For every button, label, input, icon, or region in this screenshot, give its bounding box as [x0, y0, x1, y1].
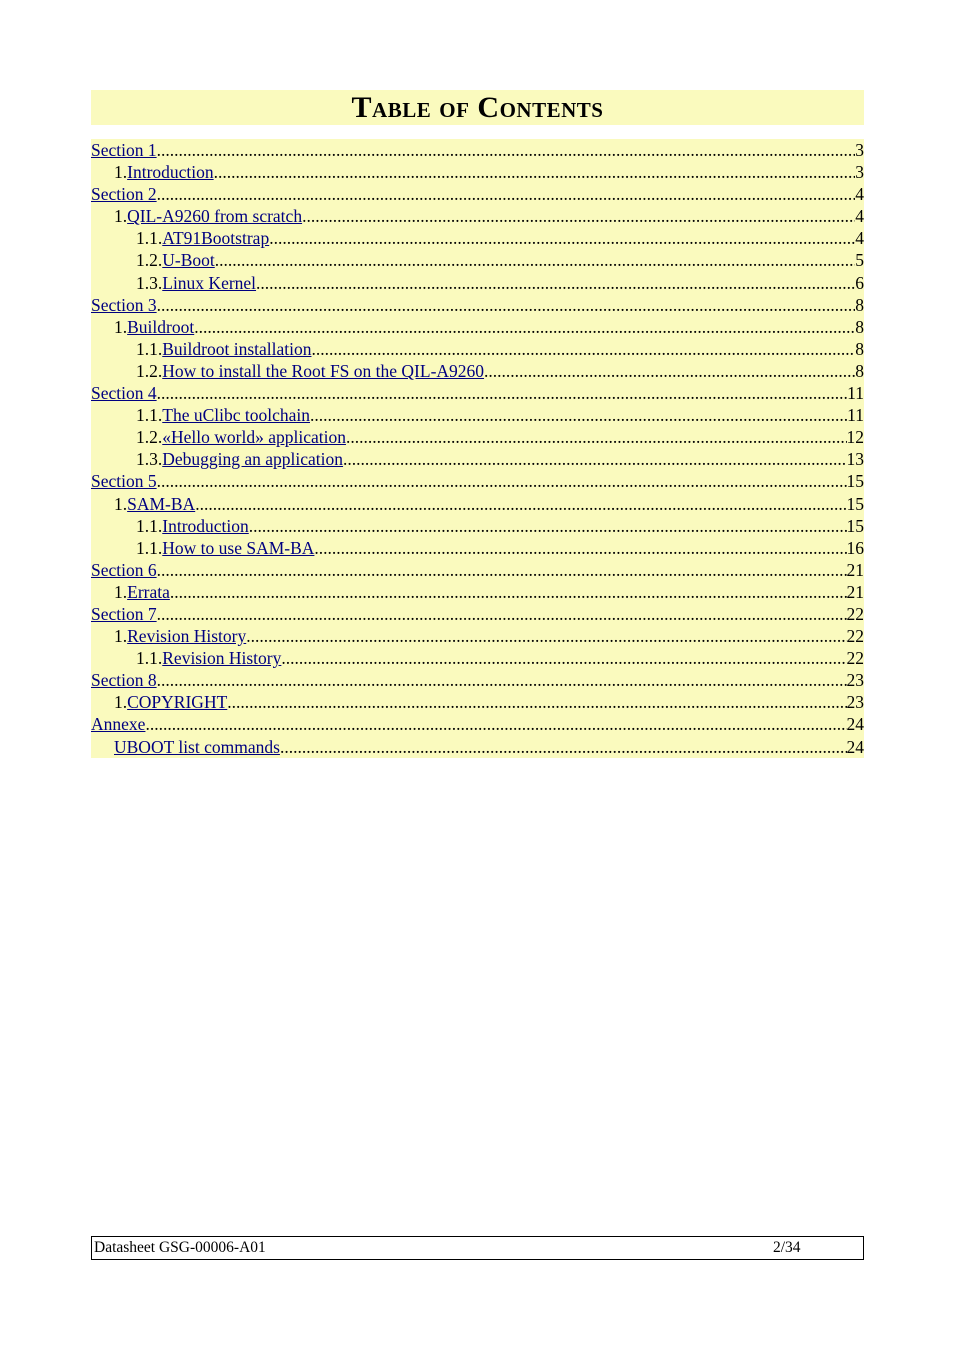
toc-page-number: 4	[855, 228, 864, 249]
toc-dot-leader	[246, 625, 846, 647]
toc-page-number: 8	[855, 294, 864, 315]
toc-entry-link[interactable]: Section 8	[91, 670, 157, 691]
toc-dot-leader	[484, 360, 855, 382]
toc-entry-link[interactable]: U-Boot	[162, 250, 215, 271]
toc-page-number: 23	[846, 670, 864, 691]
toc-dot-leader	[256, 272, 855, 294]
toc-page-number: 13	[846, 449, 864, 470]
toc-page-number: 16	[846, 537, 864, 558]
toc-entry-number: 1.3.	[136, 449, 163, 470]
toc-page-number: 24	[846, 736, 864, 757]
toc-dot-leader	[157, 470, 847, 492]
toc-entry-link[interactable]: Introduction	[127, 162, 214, 183]
toc-entry	[91, 426, 864, 448]
toc-entry-link[interactable]: QIL-A9260 from scratch	[127, 206, 303, 227]
toc-page-number: 21	[846, 559, 864, 580]
toc-dot-leader	[157, 669, 847, 691]
toc-entry-link[interactable]: Buildroot	[127, 316, 195, 337]
toc-entry	[91, 272, 864, 294]
toc-entry	[91, 713, 864, 735]
footer-document-id: Datasheet GSG-00006-A01	[94, 1239, 266, 1256]
toc-entry	[91, 360, 864, 382]
toc-entry-number: 1.2.	[136, 427, 163, 448]
toc-page-number: 12	[846, 427, 864, 448]
toc-page-number: 21	[846, 581, 864, 602]
toc-dot-leader	[157, 139, 856, 161]
toc-dot-leader	[145, 713, 846, 735]
toc-entry-link[interactable]: Introduction	[162, 515, 249, 536]
toc-dot-leader	[346, 426, 847, 448]
toc-page-number: 6	[855, 272, 864, 293]
toc-entry	[91, 183, 864, 205]
toc-page-number: 11	[847, 383, 864, 404]
toc-entry-link[interactable]: «Hello world» application	[162, 427, 346, 448]
toc-entry-number: 1.2.	[136, 360, 163, 381]
toc-dot-leader	[170, 581, 847, 603]
toc-entry	[91, 448, 864, 470]
toc-entry-number: 1.3.	[136, 272, 163, 293]
toc-entry-link[interactable]: Section 6	[91, 559, 157, 580]
toc-page-number: 3	[855, 162, 864, 183]
toc-entry	[91, 603, 864, 625]
toc-entry	[91, 294, 864, 316]
toc-entry	[91, 537, 864, 559]
toc-entry-link[interactable]: COPYRIGHT	[127, 692, 228, 713]
toc-dot-leader	[280, 736, 847, 758]
toc-entry-link[interactable]: How to install the Root FS on the QIL-A9260	[162, 360, 485, 381]
toc-entry-link[interactable]: Section 1	[91, 140, 157, 160]
toc-page-number: 8	[855, 360, 864, 381]
toc-entry-number: 1.	[114, 162, 128, 183]
toc-dot-leader	[215, 249, 856, 271]
toc-entry-number: 1.1.	[136, 405, 163, 426]
toc-entry	[91, 139, 864, 161]
toc-page-number: 8	[855, 338, 864, 359]
toc-entry-number: 1.	[114, 316, 128, 337]
toc-dot-leader	[227, 691, 846, 713]
toc-entry	[91, 625, 864, 647]
toc-dot-leader	[157, 559, 847, 581]
toc-dot-leader	[302, 205, 855, 227]
toc-entry-link[interactable]: Buildroot installation	[162, 338, 312, 359]
toc-dot-leader	[214, 161, 856, 183]
toc-entry-number: 1.	[114, 493, 128, 514]
toc-page-number: 3	[855, 140, 864, 160]
toc-entry-number: 1.	[114, 626, 128, 647]
page-title: Table of Contents	[351, 91, 604, 124]
toc-entry-number: 1.1.	[136, 515, 163, 536]
toc-dot-leader	[269, 227, 855, 249]
toc-page-number: 24	[846, 714, 864, 735]
toc-entry	[91, 669, 864, 691]
toc-page-number: 8	[855, 316, 864, 337]
toc-dot-leader	[310, 404, 847, 426]
toc-dot-leader	[157, 183, 856, 205]
toc-entry-link[interactable]: Debugging an application	[162, 449, 344, 470]
toc-entry-link[interactable]: AT91Bootstrap	[162, 228, 270, 249]
toc-entry-link[interactable]: The uClibc toolchain	[162, 405, 310, 426]
toc-page-number: 22	[846, 648, 864, 669]
toc-entry	[91, 493, 864, 515]
toc-entry-number: 1.1.	[136, 537, 163, 558]
toc-dot-leader	[157, 294, 856, 316]
toc-entry	[91, 647, 864, 669]
toc-entry-number: 1.1.	[136, 648, 163, 669]
toc-page-number: 4	[855, 184, 864, 205]
toc-entry-number: 1.	[114, 581, 128, 602]
toc-dot-leader	[281, 647, 846, 669]
toc-dot-leader	[194, 316, 855, 338]
toc-entry	[91, 736, 864, 758]
toc-page-number: 15	[846, 515, 864, 536]
table-of-contents	[91, 139, 864, 758]
toc-entry	[91, 559, 864, 581]
toc-entry	[91, 404, 864, 426]
toc-entry	[91, 338, 864, 360]
toc-dot-leader	[195, 493, 846, 515]
toc-title-banner	[91, 90, 864, 125]
toc-page-number: 15	[846, 471, 864, 492]
toc-page-number: 23	[846, 692, 864, 713]
footer-page-number: 2/34	[773, 1239, 801, 1256]
toc-dot-leader	[311, 338, 855, 360]
toc-entry-link[interactable]: Section 2	[91, 184, 157, 205]
toc-entry-number: 1.2.	[136, 250, 163, 271]
toc-entry	[91, 316, 864, 338]
toc-page-number: 5	[855, 250, 864, 271]
toc-entry-link[interactable]: UBOOT list commands	[114, 736, 280, 757]
toc-page-number: 22	[846, 626, 864, 647]
toc-entry-link[interactable]: Linux Kernel	[162, 272, 257, 293]
toc-entry-number: 1.	[114, 206, 128, 227]
toc-page-number: 22	[846, 603, 864, 624]
toc-entry-number: 1.1.	[136, 338, 163, 359]
toc-dot-leader	[157, 382, 848, 404]
toc-entry	[91, 249, 864, 271]
page-footer	[91, 1236, 864, 1260]
toc-entry	[91, 205, 864, 227]
toc-page-number: 15	[846, 493, 864, 514]
toc-entry	[91, 470, 864, 492]
toc-entry-link[interactable]: How to use SAM-BA	[162, 537, 315, 558]
toc-page-number: 4	[855, 206, 864, 227]
toc-entry-link[interactable]: Errata	[127, 581, 170, 602]
toc-entry	[91, 161, 864, 183]
toc-dot-leader	[343, 448, 846, 470]
toc-entry-number: 1.1.	[136, 228, 163, 249]
toc-entry	[91, 382, 864, 404]
toc-dot-leader	[314, 537, 846, 559]
toc-dot-leader	[157, 603, 847, 625]
toc-entry	[91, 227, 864, 249]
toc-dot-leader	[249, 515, 847, 537]
toc-entry-link[interactable]: Revision History	[162, 648, 282, 669]
toc-entry-link[interactable]: Section 4	[91, 383, 157, 404]
toc-entry-link[interactable]: Section 5	[91, 471, 157, 492]
toc-entry-link[interactable]: SAM-BA	[127, 493, 196, 514]
toc-entry-number: 1.	[114, 692, 128, 713]
toc-page-number: 11	[847, 405, 864, 426]
toc-entry	[91, 515, 864, 537]
toc-entry-link[interactable]: Revision History	[127, 626, 247, 647]
toc-entry-link[interactable]: Section 3	[91, 294, 157, 315]
toc-entry-link[interactable]: Section 7	[91, 603, 157, 624]
toc-entry	[91, 581, 864, 603]
toc-entry-link[interactable]: Annexe	[91, 714, 146, 735]
toc-entry	[91, 691, 864, 713]
